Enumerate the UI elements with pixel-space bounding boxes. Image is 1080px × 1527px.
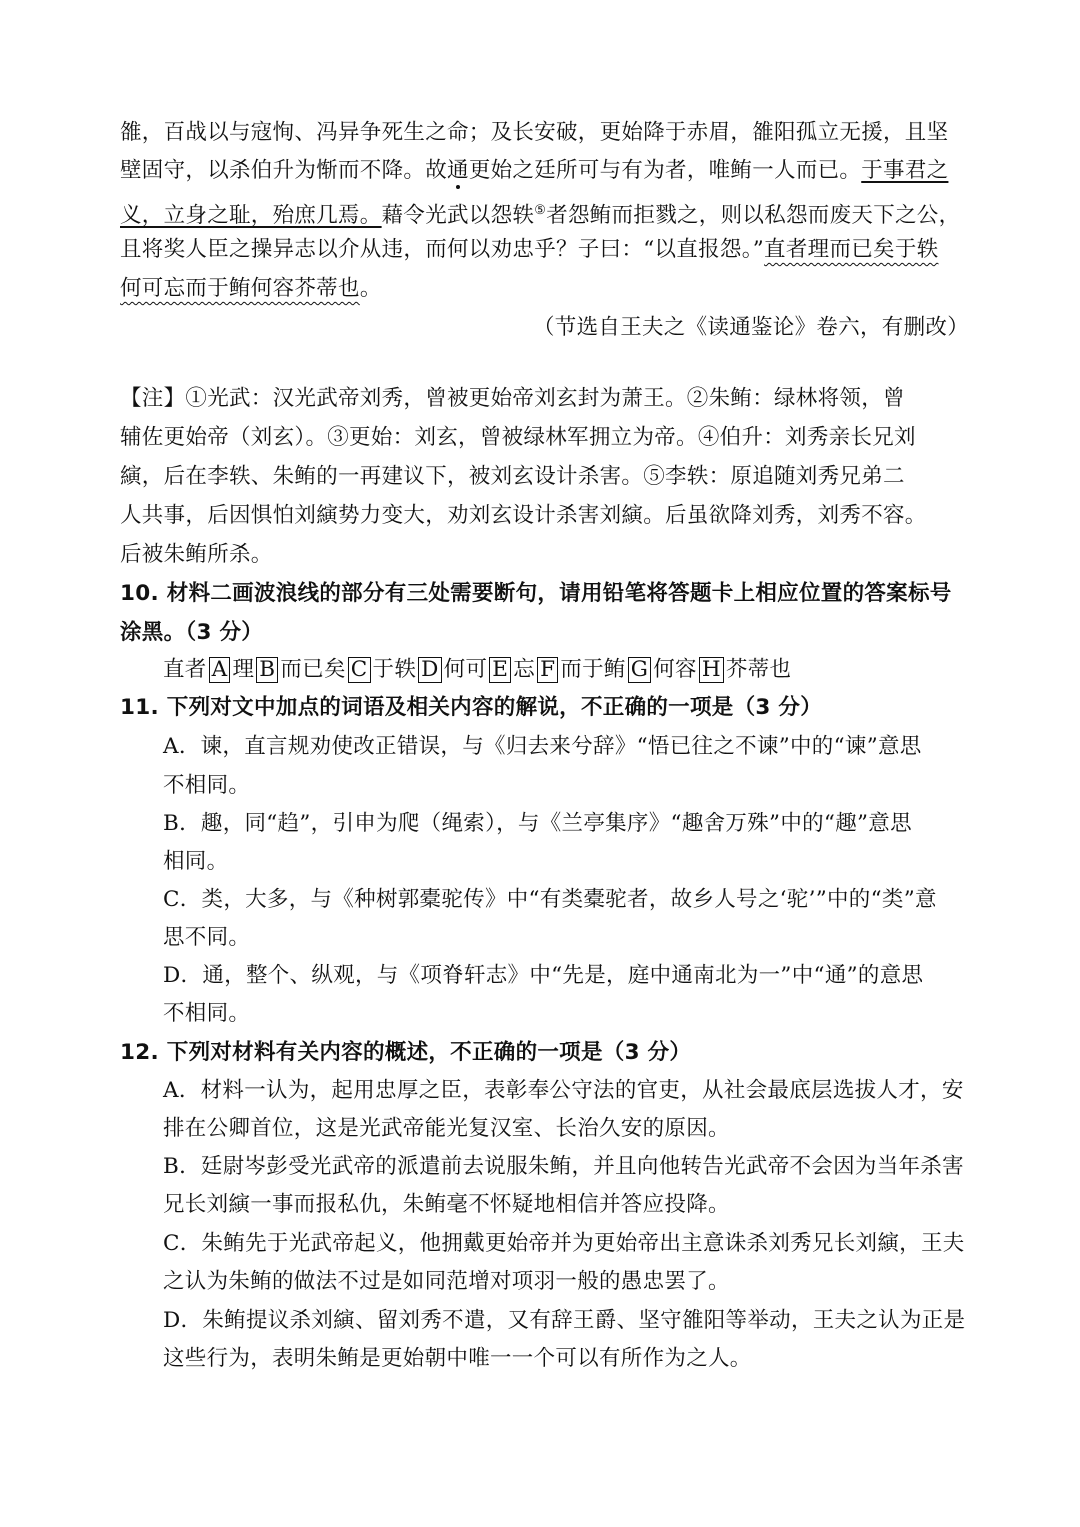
question-11-option-c-cont: 思不同。	[163, 925, 251, 950]
passage-text: 更始之廷所可与有为者，唯鲔一人而已。	[468, 158, 862, 183]
passage-text: 者怨鲔而拒戮之，则以私怨而废天下之公，	[546, 203, 961, 229]
answer-box-a[interactable]: A	[209, 657, 231, 683]
passage-text: 藉令光武以怨轶	[381, 203, 535, 229]
answer-box-b[interactable]: B	[256, 657, 278, 683]
answer-box-f[interactable]: F	[537, 657, 558, 683]
underlined-sentence: 于事君之	[861, 158, 949, 183]
passage-source: （节选自王夫之《读通鉴论》卷六，有删改）	[533, 315, 970, 340]
question-12-option-c-cont: 之认为朱鲔的做法不过是如同范增对项羽一般的愚忠罢了。	[163, 1269, 730, 1294]
answer-box-g[interactable]: G	[628, 657, 651, 683]
passage-text: 壁固守，以杀伯升为惭而不降。故	[120, 158, 448, 183]
segment-text: 理	[232, 657, 255, 682]
question-12-option-c[interactable]: C．朱鲔先于光武帝起义，他拥戴更始帝并为更始帝出主意诛杀刘秀兄长刘縯，王夫	[163, 1231, 965, 1256]
question-12-option-b[interactable]: B．廷尉岑彭受光武帝的派遣前去说服朱鲔，并且向他转告光武帝不会因为当年杀害	[163, 1154, 964, 1179]
note-line-1: 【注】①光武：汉光武帝刘秀，曾被更始帝刘玄封为萧王。②朱鲔：绿林将领，曾	[120, 386, 905, 411]
passage-line-1: 雒，百战以与寇恂、冯异争死生之命；及长安破，更始降于赤眉，雒阳孤立无援，且坚	[120, 120, 949, 145]
note-line-3: 縯，后在李轶、朱鲔的一再建议下，被刘玄设计杀害。⑤李轶：原追随刘秀兄弟二	[120, 464, 905, 489]
segment-text: 忘	[513, 657, 536, 682]
segment-text: 于轶	[372, 657, 417, 682]
question-12-option-d-cont: 这些行为，表明朱鲔是更始朝中唯一一个可以有所作为之人。	[163, 1346, 752, 1371]
question-12-option-a[interactable]: A．材料一认为，起用忠厚之臣，表彰奉公守法的官吏，从社会最底层选拔人才，安	[163, 1078, 964, 1103]
segment-text: 直者	[163, 657, 207, 682]
segment-text: 而已矣	[280, 657, 346, 682]
question-10-options	[163, 654, 791, 686]
wavy-underlined-text: 何可忘而于鲔何容芥蒂也	[120, 276, 360, 301]
passage-text: 且将奖人臣之操异志以介从违，而何以劝忠乎？子曰：“以直报怨。”	[120, 237, 765, 262]
question-12-option-d[interactable]: D．朱鲔提议杀刘縯、留刘秀不遣，又有辞王爵、坚守雒阳等举动，王夫之认为正是	[163, 1308, 966, 1333]
note-line-5: 后被朱鲔所杀。	[120, 542, 273, 567]
segment-text: 而于鲔	[560, 657, 626, 682]
segment-text: 芥蒂也	[725, 657, 792, 682]
passage-line-5	[120, 273, 382, 305]
passage-line-3	[120, 195, 960, 232]
answer-box-c[interactable]: C	[348, 657, 371, 683]
question-11-option-d-cont: 不相同。	[163, 1001, 251, 1026]
passage-line-4	[120, 234, 938, 266]
question-11-option-b[interactable]: B．趣，同“趋”，引申为爬（绳索），与《兰亭集序》“趣舍万殊”中的“趣”意思	[163, 811, 912, 836]
question-12-option-a-cont: 排在公卿首位，这是光武帝能光复汉室、长治久安的原因。	[163, 1116, 730, 1141]
question-11-option-a[interactable]: A．谏，直言规劝使改正错误，与《归去来兮辞》“悟已往之不谏”中的“谏”意思	[163, 734, 922, 759]
question-10-stem-cont: 涂黑。（3 分）	[120, 620, 264, 645]
answer-box-h[interactable]: H	[699, 657, 724, 683]
question-11-option-d[interactable]: D．通，整个、纵观，与《项脊轩志》中“先是，庭中通南北为一”中“通”的意思	[163, 963, 924, 988]
footnote-marker: ⑤	[534, 203, 547, 218]
question-11-option-b-cont: 相同。	[163, 849, 229, 874]
note-line-2: 辅佐更始帝（刘玄）。③更始：刘玄，曾被绿林军拥立为帝。④伯升：刘秀亲长兄刘	[120, 425, 916, 450]
answer-box-d[interactable]: D	[418, 657, 442, 683]
question-11-option-c[interactable]: C．类，大多，与《种树郭橐驼传》中“有类橐驼者，故乡人号之‘驼’”中的“类”意	[163, 887, 937, 912]
question-12-option-b-cont: 兄长刘縯一事而报私仇，朱鲔毫不怀疑地相信并答应投降。	[163, 1192, 730, 1217]
segment-text: 何容	[653, 657, 697, 682]
question-11-stem: 11. 下列对文中加点的词语及相关内容的解说，不正确的一项是（3 分）	[120, 695, 823, 720]
question-11-option-a-cont: 不相同。	[163, 773, 251, 798]
dotted-word: 通	[447, 158, 469, 183]
passage-text: 。	[359, 276, 382, 301]
question-12-stem: 12. 下列对材料有关内容的概述，不正确的一项是（3 分）	[120, 1040, 692, 1065]
passage-line-2	[120, 155, 948, 187]
note-line-4: 人共事，后因惧怕刘縯势力变大，劝刘玄设计杀害刘縯。后虽欲降刘秀，刘秀不容。	[120, 503, 927, 528]
wavy-underlined-text: 直者理而已矣于轶	[764, 237, 939, 262]
segment-text: 何可	[443, 657, 488, 682]
answer-box-e[interactable]: E	[489, 657, 511, 683]
question-10-stem: 10. 材料二画波浪线的部分有三处需要断句，请用铅笔将答题卡上相应位置的答案标号	[120, 581, 952, 606]
underlined-sentence: 义，立身之耻，殆庶几焉。	[120, 203, 382, 229]
